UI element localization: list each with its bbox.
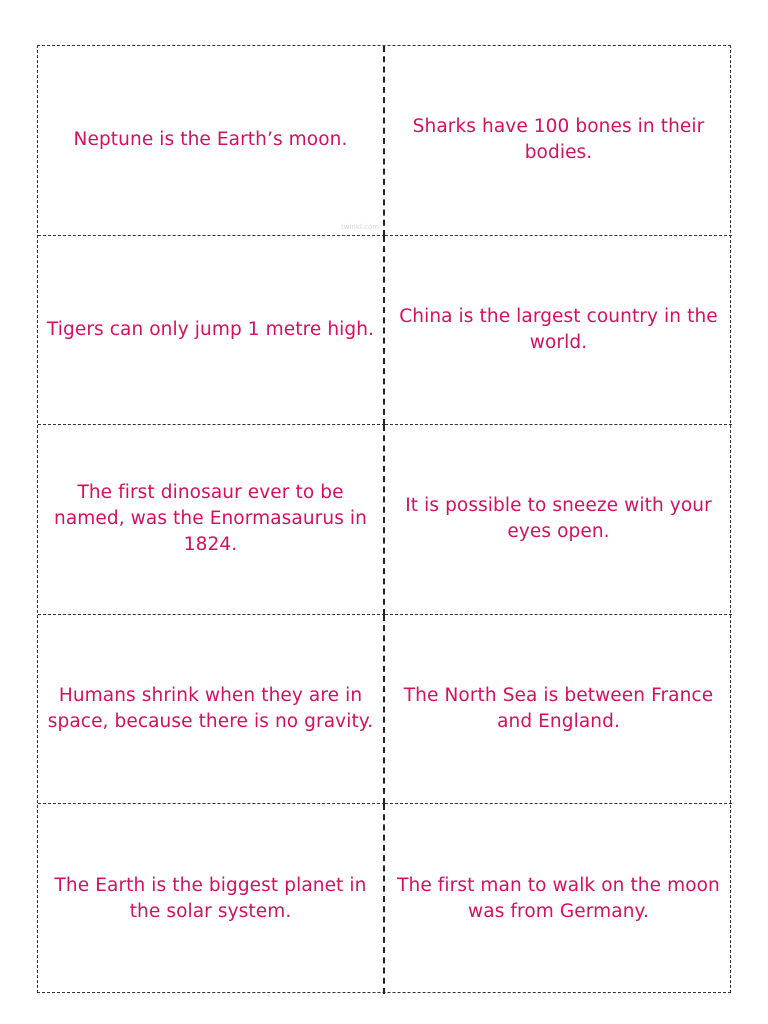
fact-card xyxy=(385,425,732,615)
card-text: Neptune is the Earth’s moon. xyxy=(73,129,348,151)
card-text: The Earth is the biggest planet in the solar system. xyxy=(54,875,367,923)
card-text: The North Sea is between France and England. xyxy=(403,685,714,733)
fact-card xyxy=(385,615,732,805)
fact-card xyxy=(38,46,385,236)
watermark: twinkl.com xyxy=(341,223,380,231)
card-text: The first dinosaur ever to be named, was the Enormasaurus in 1824. xyxy=(54,482,367,556)
card-text: The first man to walk on the moon was from Germany. xyxy=(397,875,720,923)
fact-card xyxy=(385,46,732,236)
card-text: China is the largest country in the world. xyxy=(399,305,718,353)
fact-card xyxy=(385,236,732,426)
card-text: Humans shrink when they are in space, because there is no gravity. xyxy=(47,685,374,733)
card-text: Tigers can only jump 1 metre high. xyxy=(46,318,375,340)
fact-card xyxy=(38,804,385,994)
fact-card-sheet xyxy=(37,45,731,993)
fact-card xyxy=(385,804,732,994)
card-text: It is possible to sneeze with your eyes open. xyxy=(405,495,712,543)
fact-card xyxy=(38,615,385,805)
fact-card xyxy=(38,236,385,426)
fact-card xyxy=(38,425,385,615)
card-text: Sharks have 100 bones in their bodies. xyxy=(412,116,705,164)
